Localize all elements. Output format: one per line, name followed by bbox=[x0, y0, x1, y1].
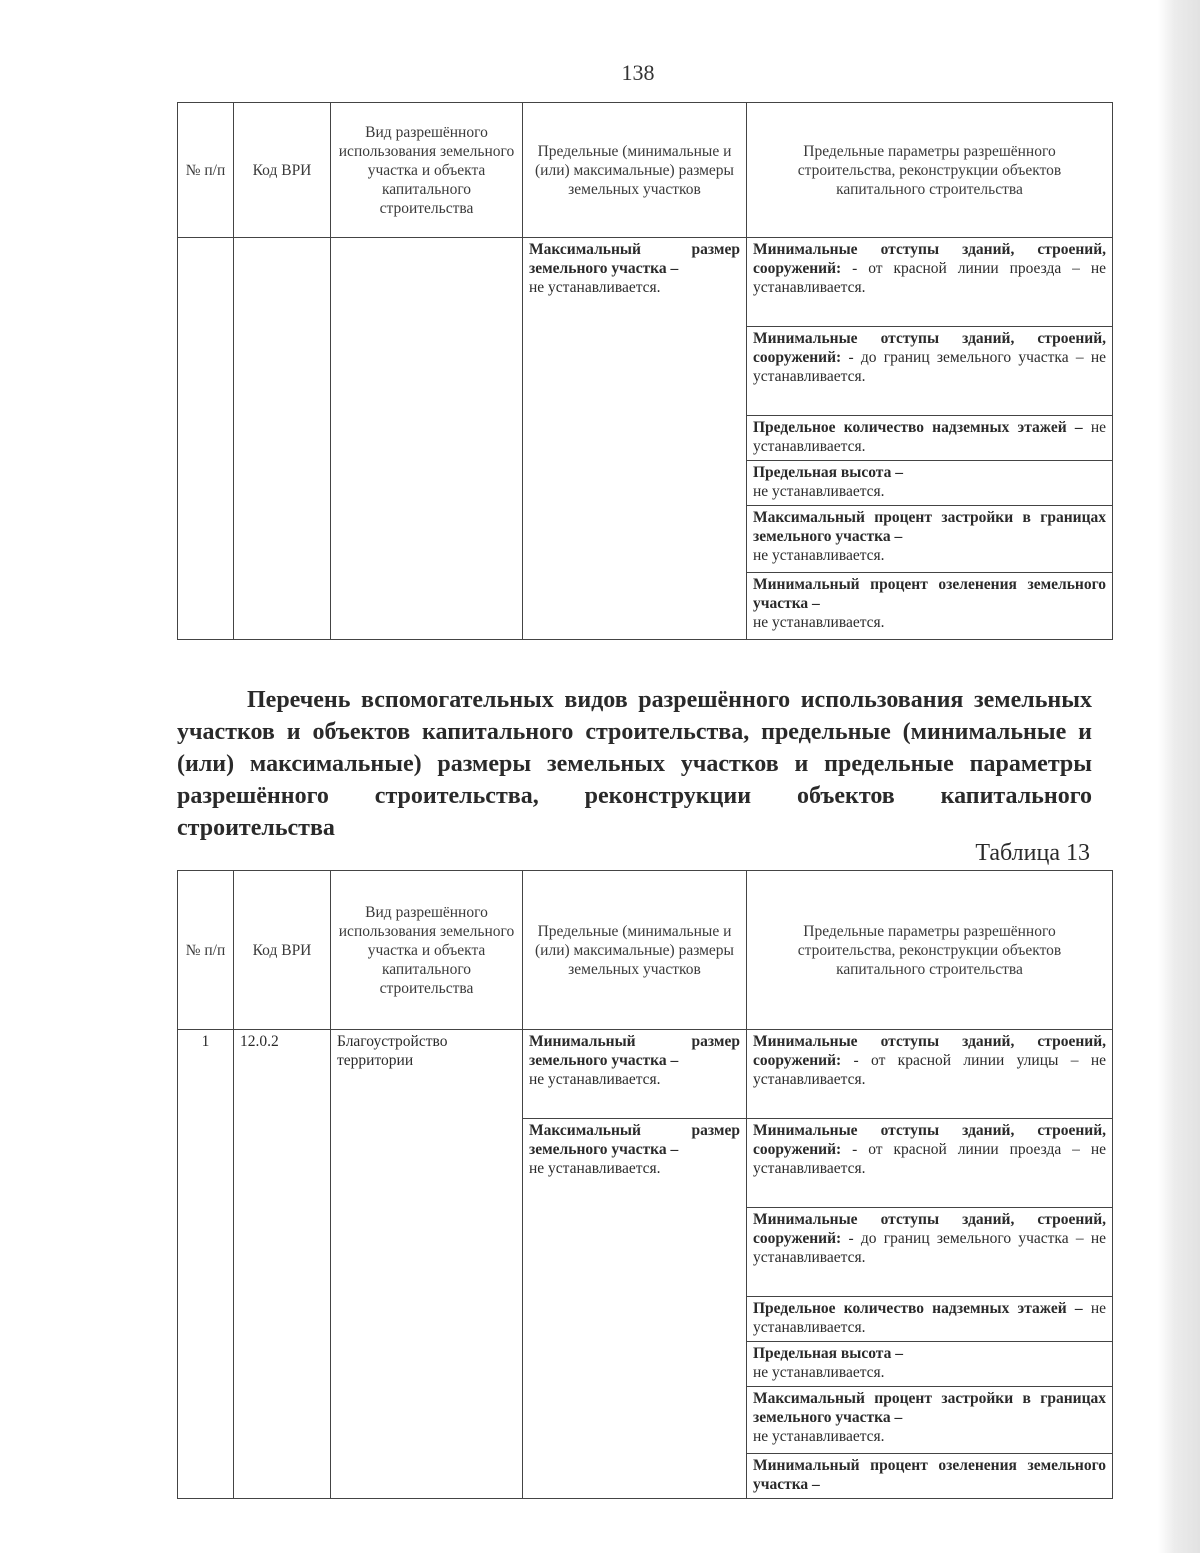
param-cell bbox=[747, 327, 1113, 416]
cell-code: 12.0.2 bbox=[234, 1030, 331, 1499]
param-value: не устанавливается. bbox=[753, 547, 885, 564]
size-max-value: не устанавливается. bbox=[529, 279, 661, 296]
param-cell bbox=[747, 416, 1113, 461]
limits-table-continuation bbox=[177, 102, 1113, 640]
cell-size-max bbox=[523, 238, 747, 640]
param-label: Предельное количество надземных этажей – bbox=[753, 419, 1083, 436]
param-label: Минимальные отступы зданий, строений, сооружений: bbox=[753, 1122, 1106, 1158]
param-cell bbox=[747, 461, 1113, 506]
param-cell bbox=[747, 238, 1113, 327]
cell-num: 1 bbox=[178, 1030, 234, 1499]
cell-size-min bbox=[523, 1030, 747, 1119]
header-num: № п/п bbox=[178, 103, 234, 238]
param-cell bbox=[747, 1030, 1113, 1119]
param-cell bbox=[747, 1387, 1113, 1454]
param-label: Минимальный процент озеленения земельного участка – bbox=[753, 576, 1106, 612]
param-value: - от красной линии улицы – не устанавливается. bbox=[753, 1052, 1106, 1088]
table-header-row bbox=[178, 871, 1113, 1030]
size-min-label: Минимальный размер земельного участка – bbox=[529, 1033, 740, 1069]
size-min-value: не устанавливается. bbox=[529, 1071, 661, 1088]
param-label: Минимальные отступы зданий, строений, сооружений: bbox=[753, 241, 1106, 277]
param-value: не устанавливается. bbox=[753, 614, 885, 631]
param-cell bbox=[747, 1297, 1113, 1342]
param-cell bbox=[747, 573, 1113, 640]
param-value: - до границ земельного участка – не устанавливается. bbox=[753, 349, 1107, 385]
header-kind: Вид разрешённого использования земельного участка и объекта капитального строительства bbox=[331, 103, 523, 238]
param-label: Предельное количество надземных этажей – bbox=[753, 1300, 1083, 1317]
cell-code bbox=[234, 238, 331, 640]
cell-kind: Благоустройство территории bbox=[331, 1030, 523, 1499]
auxiliary-use-table bbox=[177, 870, 1113, 1499]
param-label: Максимальный процент застройки в границах земельного участка – bbox=[753, 1390, 1106, 1426]
param-value: - от красной линии проезда – не устанавливается. bbox=[753, 1141, 1106, 1177]
param-cell bbox=[747, 1454, 1113, 1499]
size-max-label: Максимальный размер земельного участка – bbox=[529, 1122, 740, 1158]
param-value: не устанавливается. bbox=[753, 483, 885, 500]
page-number: 138 bbox=[621, 60, 655, 85]
page-edge-shadow bbox=[1158, 0, 1200, 1553]
param-label: Минимальный процент озеленения земельного участка – bbox=[753, 1457, 1106, 1493]
table-caption: Таблица 13 bbox=[975, 840, 1090, 866]
section-title: Перечень вспомогательных видов разрешённого использования земельных участков и объектов капитального строительства, предельные (минимальные и (или) максимальные) размеры земельных участков и предельные параметры разрешённого строительства, реконструкции объектов капитального строительства bbox=[177, 687, 1092, 841]
header-params: Предельные параметры разрешённого строительства, реконструкции объектов капитального строительства bbox=[747, 871, 1113, 1030]
param-label: Минимальные отступы зданий, строений, сооружений: bbox=[753, 1033, 1106, 1069]
param-cell bbox=[747, 506, 1113, 573]
header-sizes: Предельные (минимальные и (или) максимальные) размеры земельных участков bbox=[523, 871, 747, 1030]
header-code: Код ВРИ bbox=[234, 871, 331, 1030]
param-cell bbox=[747, 1119, 1113, 1208]
param-label: Максимальный процент застройки в границах земельного участка – bbox=[753, 509, 1106, 545]
param-cell bbox=[747, 1208, 1113, 1297]
header-code: Код ВРИ bbox=[234, 103, 331, 238]
size-max-value: не устанавливается. bbox=[529, 1160, 661, 1177]
header-num: № п/п bbox=[178, 871, 234, 1030]
param-value: не устанавливается. bbox=[753, 419, 1107, 455]
param-value: - от красной линии проезда – не устанавливается. bbox=[753, 260, 1106, 296]
header-kind: Вид разрешённого использования земельного участка и объекта капитального строительства bbox=[331, 871, 523, 1030]
param-value: не устанавливается. bbox=[753, 1300, 1107, 1336]
param-label: Предельная высота – bbox=[753, 1345, 903, 1362]
param-label: Предельная высота – bbox=[753, 464, 903, 481]
header-params: Предельные параметры разрешённого строительства, реконструкции объектов капитального строительства bbox=[747, 103, 1113, 238]
param-value: не устанавливается. bbox=[753, 1364, 885, 1381]
param-label: Минимальные отступы зданий, строений, сооружений: bbox=[753, 330, 1106, 366]
table-header-row bbox=[178, 103, 1113, 238]
param-label: Минимальные отступы зданий, строений, сооружений: bbox=[753, 1211, 1106, 1247]
cell-num bbox=[178, 238, 234, 640]
table-row bbox=[178, 1030, 1113, 1119]
param-cell bbox=[747, 1342, 1113, 1387]
cell-kind bbox=[331, 238, 523, 640]
cell-size-max bbox=[523, 1119, 747, 1499]
table-row bbox=[178, 238, 1113, 327]
header-sizes: Предельные (минимальные и (или) максимальные) размеры земельных участков bbox=[523, 103, 747, 238]
size-max-label: Максимальный размер земельного участка – bbox=[529, 241, 740, 277]
param-value: - до границ земельного участка – не устанавливается. bbox=[753, 1230, 1107, 1266]
param-value: не устанавливается. bbox=[753, 1428, 885, 1445]
